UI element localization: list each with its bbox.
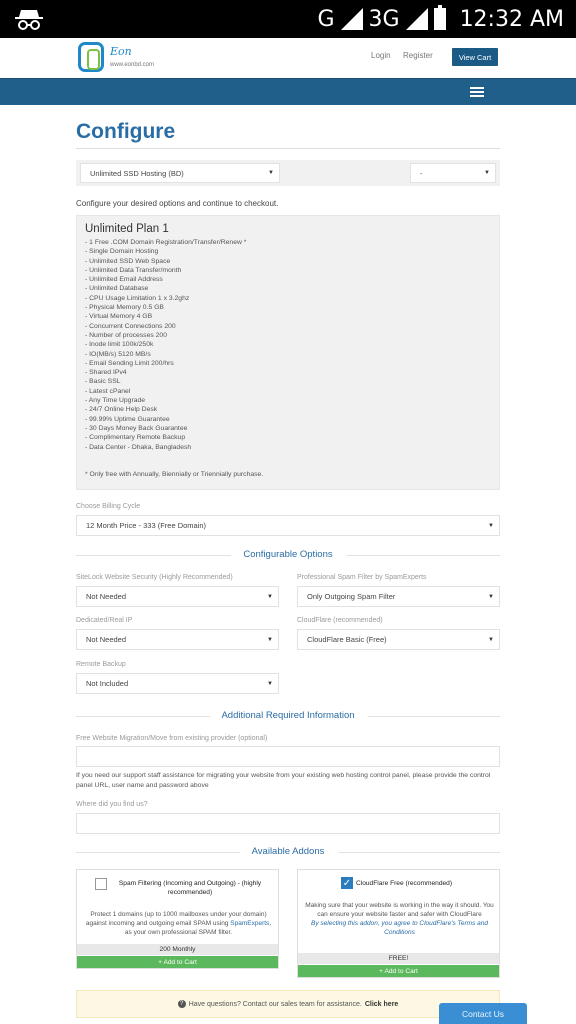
cloudflare-value: CloudFlare Basic (Free) xyxy=(307,635,387,644)
migration-input[interactable] xyxy=(76,746,500,767)
spam-filter-label: Professional Spam Filter by SpamExperts xyxy=(297,574,427,581)
addon-price: 200 Monthly xyxy=(77,944,278,955)
chevron-down-icon: ▼ xyxy=(488,636,494,643)
addon-card-cloudflare xyxy=(297,869,500,978)
chevron-down-icon: ▼ xyxy=(267,593,273,600)
dedicated-ip-label: Dedicated/Real IP xyxy=(76,617,133,624)
spam-filter-value: Only Outgoing Spam Filter xyxy=(307,592,396,601)
intro-text: Configure your desired options and continue to checkout. xyxy=(76,199,279,208)
plan-feature: - Complimentary Remote Backup xyxy=(85,434,186,442)
remote-backup-select[interactable] xyxy=(76,673,279,694)
plan-feature: - Unlimited Database xyxy=(85,285,149,293)
product-selector-bar xyxy=(76,160,500,186)
signal-icon-2 xyxy=(406,8,428,30)
secondary-select[interactable] xyxy=(410,163,496,183)
addon-desc-text: Making sure that your website is working in the way it should. You can ensure your website faster and safer with CloudFlare xyxy=(305,902,494,918)
plan-feature: - Data Center - Dhaka, Bangladesh xyxy=(85,443,192,451)
addon-name: CloudFlare Free (recommended) xyxy=(356,880,453,887)
chevron-down-icon: ▼ xyxy=(267,680,273,687)
spam-filter-select[interactable] xyxy=(297,586,500,607)
plan-feature: - Inode limit 100k/250k xyxy=(85,341,154,349)
plan-feature: - Unlimited SSD Web Space xyxy=(85,257,171,265)
sitelock-label: SiteLock Website Security (Highly Recommended) xyxy=(76,574,233,581)
chevron-down-icon: ▼ xyxy=(488,593,494,600)
plan-feature-list xyxy=(85,238,246,452)
addon-checkbox[interactable] xyxy=(95,878,107,890)
chevron-down-icon: ▼ xyxy=(268,170,274,176)
sitelock-value: Not Needed xyxy=(86,592,127,601)
add-to-cart-button[interactable]: + Add to Cart xyxy=(77,956,278,968)
addon-price: FREE! xyxy=(298,953,499,964)
plan-feature: - Latest cPanel xyxy=(85,387,131,395)
find-us-input[interactable] xyxy=(76,813,500,834)
remote-backup-value: Not Included xyxy=(86,679,129,688)
billing-cycle-select[interactable] xyxy=(76,515,500,536)
addon-name: Spam Filtering (Incoming and Outgoing) - (highly recommended) xyxy=(118,880,262,896)
main-navbar xyxy=(0,78,576,105)
cloudflare-label: CloudFlare (recommended) xyxy=(297,617,383,624)
spamexperts-link[interactable]: SpamExperts xyxy=(230,920,270,927)
help-banner xyxy=(76,990,500,1018)
battery-icon xyxy=(434,8,446,30)
clock: 12:32 AM xyxy=(459,6,564,32)
plan-feature: - Unlimited Data Transfer/month xyxy=(85,266,182,274)
section-heading-text: Configurable Options xyxy=(243,549,333,560)
plan-feature: - Shared IPv4 xyxy=(85,369,127,377)
plan-feature: - 24/7 Online Help Desk xyxy=(85,406,158,414)
plan-feature: - Unlimited Email Address xyxy=(85,276,163,284)
plan-feature: - Basic SSL xyxy=(85,378,121,386)
plan-feature: - Number of processes 200 xyxy=(85,331,167,339)
chevron-down-icon: ▼ xyxy=(267,636,273,643)
remote-backup-label: Remote Backup xyxy=(76,661,126,668)
plan-feature: - Single Domain Hosting xyxy=(85,248,159,256)
network-label-2: 3G xyxy=(368,6,400,32)
billing-cycle-value: 12 Month Price - 333 (Free Domain) xyxy=(86,521,207,530)
plan-details xyxy=(76,215,500,490)
logo-url: www.eonbd.com xyxy=(110,62,155,68)
plan-feature: - Concurrent Connections 200 xyxy=(85,322,176,330)
plan-feature: - Physical Memory 0.5 GB xyxy=(85,304,164,312)
chevron-down-icon: ▼ xyxy=(488,522,494,529)
migration-help-text: If you need our support staff assistance for migrating your website from your existing web hosting control panel, please provide the control panel URL, user name and password above xyxy=(76,772,491,789)
plan-feature: - Email Sending Limit 200/hrs xyxy=(85,359,174,367)
site-logo[interactable] xyxy=(78,40,168,76)
help-text: Have questions? Contact our sales team for assistance. xyxy=(188,1000,362,1008)
addon-description xyxy=(83,910,274,937)
addon-checkbox-checked[interactable]: ✓ xyxy=(342,878,352,889)
plan-feature: - 30 Days Money Back Guarantee xyxy=(85,424,188,432)
migration-label: Free Website Migration/Move from existing provider (optional) xyxy=(76,735,268,742)
logo-mark-icon xyxy=(78,42,104,72)
additional-info-heading xyxy=(76,710,500,722)
addon-card-spam-filtering xyxy=(76,869,279,969)
secondary-select-value: - xyxy=(420,168,423,178)
view-cart-button[interactable]: View Cart xyxy=(452,48,498,66)
plan-name: Unlimited Plan 1 xyxy=(85,223,169,235)
plan-feature: - Any Time Upgrade xyxy=(85,397,146,405)
logo-text: Eon xyxy=(110,45,132,58)
plan-note: * Only free with Annually, Biennially or Triennially purchase. xyxy=(85,471,264,478)
plan-feature: - Virtual Memory 4 GB xyxy=(85,313,153,321)
dedicated-ip-value: Not Needed xyxy=(86,635,127,644)
configurable-options-heading xyxy=(76,549,500,561)
cloudflare-select[interactable] xyxy=(297,629,500,650)
dedicated-ip-select[interactable] xyxy=(76,629,279,650)
addons-heading xyxy=(76,846,500,858)
login-link[interactable]: Login xyxy=(371,51,391,60)
addon-desc-text: , as your own professional SPAM filter. xyxy=(124,920,272,936)
product-select[interactable] xyxy=(80,163,280,183)
network-label: G xyxy=(317,6,335,32)
incognito-icon xyxy=(14,6,44,32)
product-select-value: Unlimited SSD Hosting (BD) xyxy=(90,168,184,178)
status-bar xyxy=(0,0,576,38)
billing-cycle-label: Choose Billing Cycle xyxy=(76,503,141,510)
contact-us-tab[interactable]: Contact Us xyxy=(439,1003,527,1024)
addon-description xyxy=(304,901,495,937)
register-link[interactable]: Register xyxy=(403,51,433,60)
chevron-down-icon: ▼ xyxy=(484,170,490,176)
hamburger-icon[interactable] xyxy=(470,87,484,97)
question-icon: ? xyxy=(178,1000,186,1008)
signal-icon xyxy=(341,8,363,30)
divider xyxy=(76,148,500,149)
plan-feature: - CPU Usage Limitation 1 x 3.2ghz xyxy=(85,294,190,302)
sitelock-select[interactable] xyxy=(76,586,279,607)
addon-desc-italic: By selecting this addon, you agree to CloudFlare's xyxy=(311,920,456,927)
plan-feature: - 99.99% Uptime Guarantee xyxy=(85,415,170,423)
add-to-cart-button[interactable]: + Add to Cart xyxy=(298,965,499,977)
plan-feature: - 1 Free .COM Domain Registration/Transfer/Renew * xyxy=(85,239,247,246)
site-header xyxy=(0,38,576,78)
plan-feature: - IO(MB/s) 5120 MB/s xyxy=(85,350,151,358)
find-us-label: Where did you find us? xyxy=(76,801,148,808)
cloudflare-terms-link[interactable]: Terms and Conditions xyxy=(384,920,488,936)
help-link[interactable]: Click here xyxy=(364,1000,399,1008)
section-heading-text: Available Addons xyxy=(251,846,325,857)
section-heading-text: Additional Required Information xyxy=(221,710,355,721)
addon-desc-text: Protect 1 domains (up to 1000 mailboxes under your domain) against incoming and outgoing email SPAM using xyxy=(85,911,267,927)
page-title: Configure xyxy=(76,120,176,143)
